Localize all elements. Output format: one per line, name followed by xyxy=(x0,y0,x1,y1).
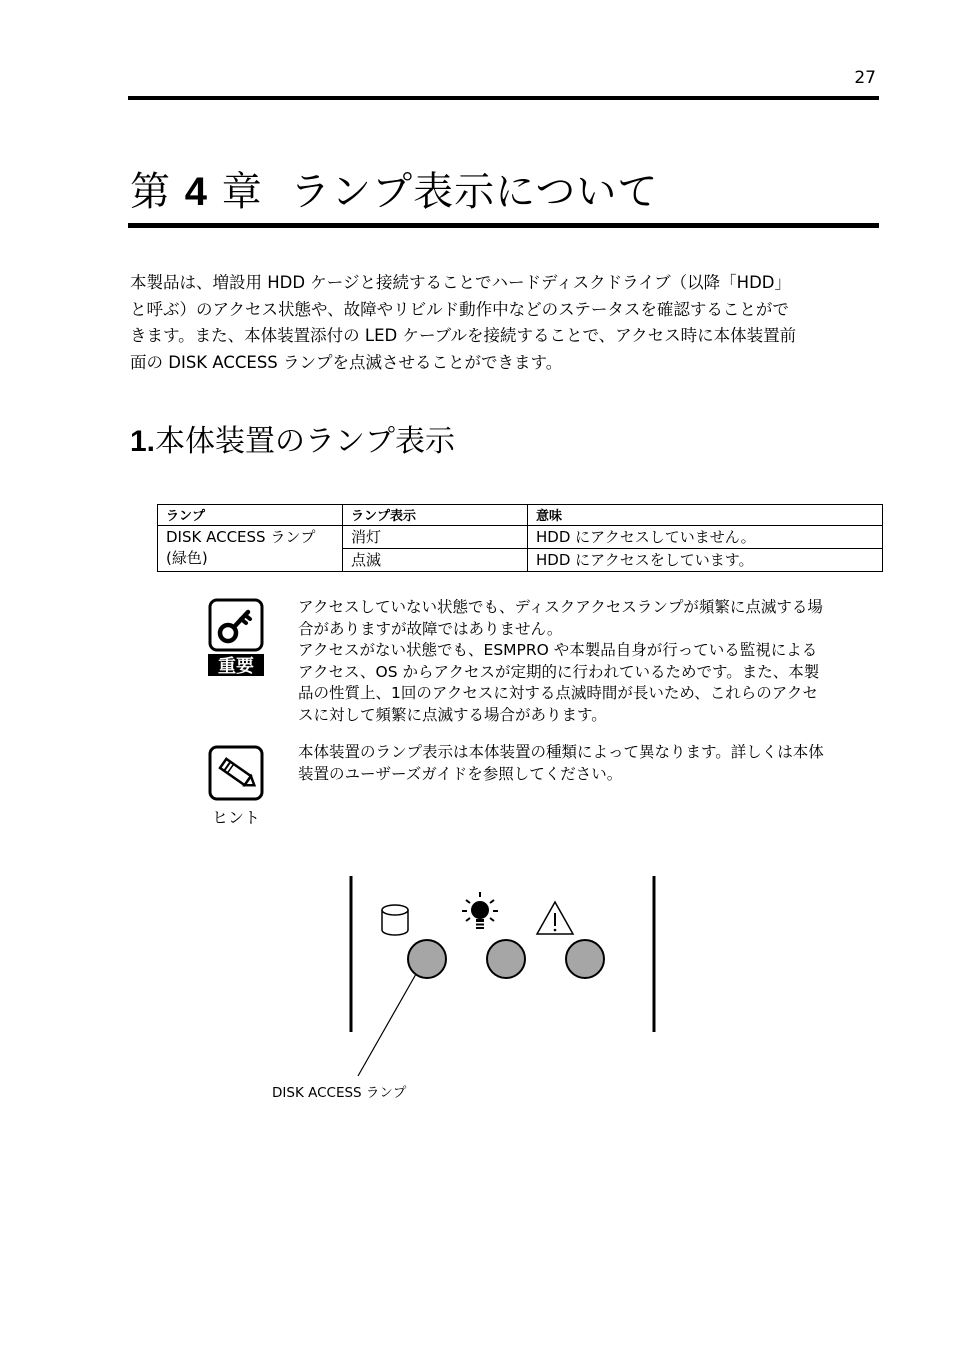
status-lamp xyxy=(566,940,604,978)
intro-line: きます。また、本体装置添付の LED ケーブルを接続することで、アクセス時に本体装置前 xyxy=(130,326,797,345)
callout-line xyxy=(358,974,416,1076)
warning-icon xyxy=(537,902,573,934)
important-note xyxy=(298,597,878,726)
table-cell: HDD にアクセスをしています。 xyxy=(528,549,883,572)
note-line: アクセス、OS からアクセスが定期的に行われているためです。また、本製 xyxy=(298,662,820,681)
chapter-prefix: 第 xyxy=(130,169,171,215)
hint-label: ヒント xyxy=(211,808,261,827)
lamp-table xyxy=(157,504,883,572)
pencil-icon xyxy=(208,745,264,827)
table-header: ランプ表示 xyxy=(343,505,528,526)
lamp-name-cell xyxy=(158,526,343,572)
power-bulb-icon xyxy=(462,892,498,929)
hint-badge xyxy=(208,745,264,827)
section-title-text: 本体装置のランプ表示 xyxy=(155,424,456,459)
important-badge xyxy=(208,598,264,678)
figure-caption: DISK ACCESS ランプ xyxy=(272,1085,407,1101)
note-line: 品の性質上、1回のアクセスに対する点滅時間が長いため、これらのアクセ xyxy=(298,684,818,702)
chapter-rule xyxy=(128,223,879,228)
key-icon xyxy=(208,598,264,678)
important-label: 重要 xyxy=(218,656,254,677)
intro-line: 面の DISK ACCESS ランプを点滅させることができます。 xyxy=(130,352,563,372)
chapter-title-text: ランプ表示について xyxy=(290,169,659,215)
table-cell: HDD にアクセスしていません。 xyxy=(528,526,883,549)
disk-icon xyxy=(382,905,408,935)
note-line: アクセスしていない状態でも、ディスクアクセスランプが頻繁に点滅する場 xyxy=(298,598,823,616)
chapter-title xyxy=(130,160,658,217)
lamp-color: (緑色) xyxy=(166,549,208,567)
note-line: 本体装置のランプ表示は本体装置の種類によって異なります。詳しくは本体 xyxy=(298,743,824,761)
note-line: アクセスがない状態でも、ESMPRO や本製品自身が行っている監視による xyxy=(298,641,818,659)
intro-line: と呼ぶ）のアクセス状態や、故障やリビルド動作中などのステータスを確認することがで xyxy=(130,299,789,319)
disk-access-lamp xyxy=(408,940,446,978)
intro-line: 本製品は、増設用 HDD ケージと接続することでハードディスクドライブ（以降「HDD」 xyxy=(130,273,791,292)
table-header: 意味 xyxy=(528,505,883,526)
chapter-suffix: 章 xyxy=(221,169,263,215)
note-line: スに対して頻繁に点滅する場合があります。 xyxy=(298,705,607,724)
page-number: 27 xyxy=(854,68,876,88)
table-cell: 点滅 xyxy=(343,549,528,572)
power-lamp xyxy=(487,940,525,978)
section-title xyxy=(130,416,455,460)
table-header-row xyxy=(158,505,883,526)
table-header: ランプ xyxy=(158,505,343,526)
note-line: 装置のユーザーズガイドを参照してください。 xyxy=(298,764,623,783)
lamp-name: DISK ACCESS ランプ xyxy=(166,528,316,546)
table-cell: 消灯 xyxy=(343,526,528,549)
table-row xyxy=(158,526,883,549)
hint-note xyxy=(298,742,878,785)
chapter-number: 4 xyxy=(184,170,208,214)
header-rule xyxy=(128,96,879,100)
front-panel-diagram xyxy=(330,870,670,1110)
intro-paragraph xyxy=(130,270,880,376)
note-line: 合がありますが故障ではありません。 xyxy=(298,619,563,638)
front-panel-figure xyxy=(330,870,670,1110)
section-number: 1. xyxy=(130,425,156,458)
